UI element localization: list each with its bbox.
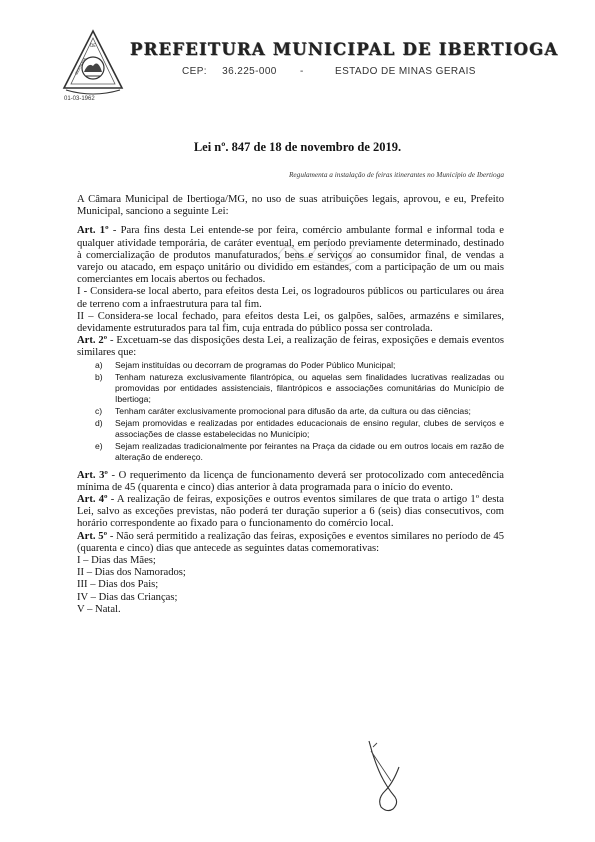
list-item [77,406,504,417]
state-name: ESTADO DE MINAS GERAIS [335,66,476,77]
law-title: Lei nº. 847 de 18 de novembro de 2019. [193,140,402,154]
list-item [77,418,504,440]
article-5-text: - Não será permitido a realização das feiras, exposições e eventos similares no período de 45 (quarenta e cinco) dias que antecede as seguintes datas comemorativas: [77,530,504,554]
law-body [77,194,504,616]
item-text: Sejam promovidas e realizadas por entidades educacionais de ensino regular, clubes de serviços e associações de classe estabelecidas no Município; [115,417,504,439]
list-item [77,360,504,371]
svg-text:IBERTIOGA: IBERTIOGA [74,56,87,76]
seal-date: 01-03-1962 [64,96,95,102]
cep-label: CEP: [182,66,207,77]
article-1-item-ii: II – Considera-se local fechado, para efeitos desta Lei, os galpões, salões, armazéns e similares, devidamente estruturados para tal fim, cuja entrada do público possa ser controlada. [77,310,504,335]
article-2-text: - Excetuam-se das disposições desta Lei, a realização de feiras, exposições e demais eventos similares que: [77,335,504,359]
article-1-text: - Para fins desta Lei entende-se por feira, comércio ambulante formal e informal toda e qualquer atividade temporária, de caráter eventual, em período previamente determinado, destinado à comercialização de produtos manufaturados, bens e serviços ao consumidor final, de vendas a varejo ou atacado, em espaço unitário ou dividido em estandes, com a participação de um ou mais comerciantes em locais abertos ou fechados. [77,225,504,286]
article-1 [77,225,504,286]
article-3-text: - O requerimento da licença de funcionamento deverá ser protocolizado com antecedência mínima de 45 (quarenta e cinco) dias anterior à data programada para o início do evento. [77,469,504,493]
article-4 [77,494,504,531]
item-letter: d) [95,417,103,428]
article-1-item-i: I - Considera-se local aberto, para efeitos desta Lei, os logradouros públicos ou particulares ou área de terreno com a infraestrutura para tal fim. [77,286,504,310]
municipality-name: PREFEITURA MUNICIPAL DE IBERTIOGA [130,40,559,59]
article-5-label: Art. 5º [77,530,108,542]
commemorative-dates [77,555,504,616]
municipal-seal-icon [62,28,124,98]
cep-value: 36.225-000 [222,66,277,77]
article-3-label: Art. 3º [77,469,108,481]
item-letter: a) [95,359,103,370]
list-item: IV – Dias das Crianças; [77,591,178,603]
header-separator: - [300,66,304,77]
article-5 [77,531,504,555]
item-letter: b) [95,371,103,382]
handwritten-signature-icon [365,737,403,817]
svg-text:DE: DE [90,43,96,48]
article-2-exceptions [77,360,504,463]
article-1-label: Art. 1º [77,225,109,237]
item-text: Tenham caráter exclusivamente promocional para difusão da arte, da cultura ou das ciências; [115,405,471,416]
list-item: III – Dias dos Pais; [77,579,159,591]
postal-code [182,66,277,77]
item-letter: c) [95,405,103,416]
letterhead [0,0,595,110]
list-item: V – Natal. [77,603,121,615]
article-3 [77,470,504,494]
article-4-text: - A realização de feiras, exposições e outros eventos similares de que trata o artigo 1º desta Lei, salvo as exceções previstas, não poderá ter duração superior a 6 (seis) dias consecutivos, com horário correspondente ao fixado para o funcionamento do comércio local. [77,494,504,530]
list-item: II – Dias dos Namorados; [77,567,186,579]
article-4-label: Art. 4º [77,494,108,506]
article-2-label: Art. 2º [77,335,108,347]
article-2 [77,335,504,359]
list-item: I – Dias das Mães; [77,555,156,567]
item-text: Sejam realizadas tradicionalmente por feirantes na Praça da cidade ou em outros locais em razão de alteração de endereço. [115,440,504,462]
list-item [77,372,504,405]
item-letter: e) [95,440,103,451]
item-text: Sejam instituídas ou decorram de programas do Poder Público Municipal; [115,359,396,370]
list-item [77,441,504,463]
item-text: Tenham natureza exclusivamente filantrópica, ou aquelas sem finalidades lucrativas realizadas ou promovidas por entidades assistenciais, filantrópicos e associações comunitárias do Município de Ibertioga; [115,371,504,404]
intro-paragraph: A Câmara Municipal de Ibertioga/MG, no uso de suas atribuições legais, aprovou, e eu, Prefeito Municipal, sanciono a seguinte Lei: [77,194,504,218]
law-subtitle: Regulamenta a instalação de feiras itinerantes no Município de Ibertioga [288,170,504,179]
